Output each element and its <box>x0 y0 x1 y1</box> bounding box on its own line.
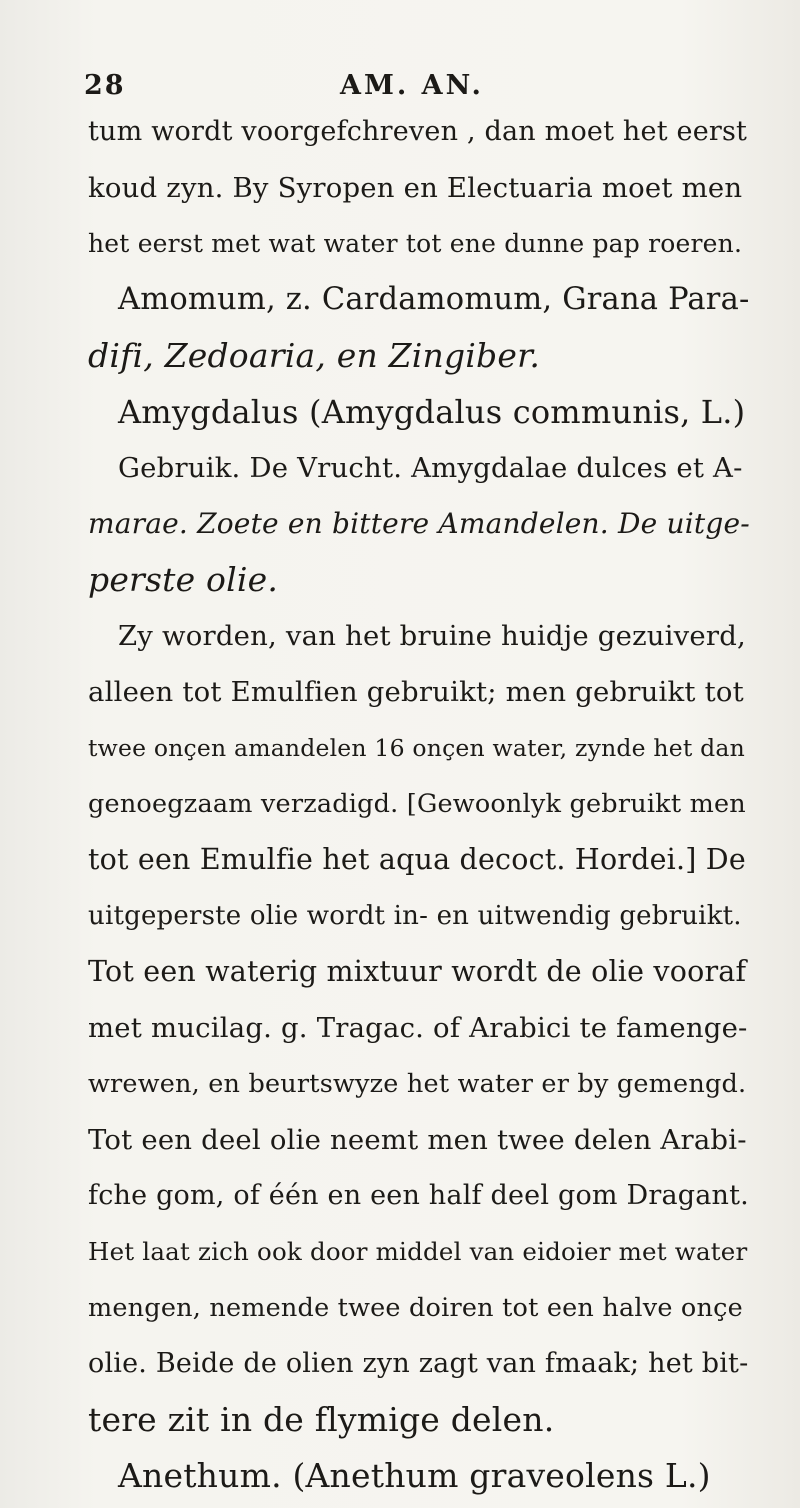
text-line: genoegzaam verzadigd. [Gewoonlyk gebruikt men <box>88 789 746 819</box>
text-line: Tot een deel olie neemt men twee delen Arabi- <box>88 1124 747 1156</box>
entry-heading: Amomum, z. Cardamomum, Grana Para- <box>118 282 750 317</box>
text-line: alleen tot Emulfien gebruikt; men gebruikt tot <box>88 676 744 708</box>
text-line: mengen, nemende twee doiren tot een halve onçe <box>88 1293 743 1323</box>
text-line: marae. Zoete en bittere Amandelen. De uitge- <box>88 507 750 540</box>
running-head: AM. AN. <box>340 70 484 101</box>
text-line: fche gom, of één en een half deel gom Dragant. <box>88 1180 749 1211</box>
page-number: 28 <box>84 70 126 101</box>
text-line: olie. Beide de olien zyn zagt van fmaak; het bit- <box>88 1348 749 1379</box>
text-line: tere zit in de flymige delen. <box>88 1400 555 1439</box>
text-line: tum wordt voorgefchreven , dan moet het eerst <box>88 116 748 147</box>
text-line: difi, Zedoaria, en Zingiber. <box>88 336 541 375</box>
page-header <box>84 70 744 110</box>
text-line: het eerst met wat water tot ene dunne pap roeren. <box>88 229 743 258</box>
text-line: Gebruik. De Vrucht. Amygdalae dulces et A- <box>118 452 743 484</box>
text-line: met mucilag. g. Tragac. of Arabici te famenge- <box>88 1012 748 1044</box>
text-line: tot een Emulfie het aqua decoct. Hordei.] De <box>88 843 746 876</box>
entry-heading: Amygdalus (Amygdalus communis, L.) <box>118 393 746 431</box>
text-line: Zy worden, van het bruine huidje gezuiverd, <box>118 620 746 652</box>
text-line: twee onçen amandelen 16 onçen water, zynde het dan <box>88 734 745 762</box>
text-line: koud zyn. By Syropen en Electuaria moet men <box>88 172 743 204</box>
text-line: Tot een waterig mixtuur wordt de olie vooraf <box>88 955 747 988</box>
entry-heading: Anethum. (Anethum graveolens L.) <box>118 1456 711 1495</box>
text-line: uitgeperste olie wordt in- en uitwendig gebruikt. <box>88 901 742 931</box>
text-line: perste olie. <box>88 560 279 599</box>
text-line: Het laat zich ook door middel van eidoier met water <box>88 1237 748 1266</box>
text-line: wrewen, en beurtswyze het water er by gemengd. <box>88 1069 747 1099</box>
